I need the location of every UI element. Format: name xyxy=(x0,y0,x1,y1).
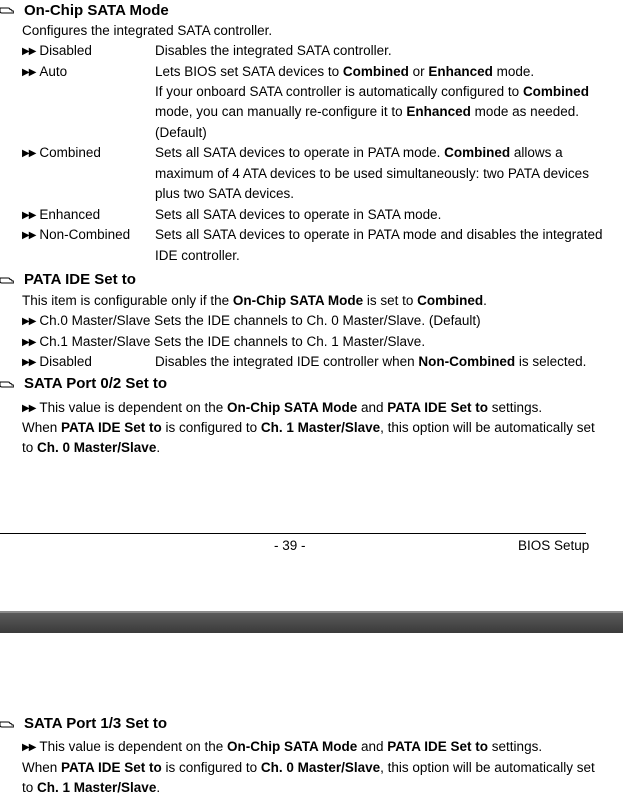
double-arrow-icon: ▶▶ xyxy=(22,337,36,348)
option-label-auto: ▶▶ Auto xyxy=(22,64,68,79)
on-chip-sata-mode-description: Configures the integrated SATA controller. xyxy=(22,23,273,38)
sata-port-13-line3: to Ch. 1 Master/Slave. xyxy=(22,780,161,795)
double-arrow-icon: ▶▶ xyxy=(22,357,36,368)
sata-port-13-heading: SATA Port 1/3 Set to xyxy=(24,715,168,732)
footer-title: BIOS Setup xyxy=(518,538,590,553)
double-arrow-icon: ▶▶ xyxy=(22,46,36,57)
option-desc-auto-line3: mode, you can manually re-configure it to Enhanced mode as needed. xyxy=(155,104,579,119)
option-desc-auto-line2: If your onboard SATA controller is automatically configured to Combined xyxy=(155,84,589,99)
sata-port-02-line2: When PATA IDE Set to is configured to Ch. 1 Master/Slave, this option will be automatically set xyxy=(22,420,595,435)
double-arrow-icon: ▶▶ xyxy=(22,316,36,327)
sata-port-02-line3: to Ch. 0 Master/Slave. xyxy=(22,440,161,455)
double-arrow-icon: ▶▶ xyxy=(22,210,36,221)
pata-option-disabled-desc: Disables the integrated IDE controller when Non-Combined is selected. xyxy=(155,354,587,369)
page-number: - 39 - xyxy=(274,538,306,553)
pata-option-ch0: ▶▶ Ch.0 Master/Slave Sets the IDE channels to Ch. 0 Master/Slave. (Default) xyxy=(22,313,481,328)
pata-option-ch1: ▶▶ Ch.1 Master/Slave Sets the IDE channels to Ch. 1 Master/Slave. xyxy=(22,334,426,349)
option-desc-combined-line2: maximum of 4 ATA devices to be used simultaneously: two PATA devices xyxy=(155,166,589,181)
option-desc-disabled: Disables the integrated SATA controller. xyxy=(155,43,392,58)
sata-port-13-line2: When PATA IDE Set to is configured to Ch. 0 Master/Slave, this option will be automatically set xyxy=(22,760,595,775)
sata-port-02-heading: SATA Port 0/2 Set to xyxy=(24,375,168,392)
double-arrow-icon: ▶▶ xyxy=(22,403,36,414)
sata-port-13-line1: ▶▶ This value is dependent on the On-Chip SATA Mode and PATA IDE Set to settings. xyxy=(22,739,543,754)
double-arrow-icon: ▶▶ xyxy=(22,742,36,753)
pointing-hand-icon xyxy=(0,6,14,14)
option-desc-auto-default: (Default) xyxy=(155,125,207,140)
on-chip-sata-mode-heading: On-Chip SATA Mode xyxy=(24,2,169,19)
option-label-disabled: ▶▶ Disabled xyxy=(22,43,92,58)
option-desc-combined-line3: plus two SATA devices. xyxy=(155,186,295,201)
sata-port-02-line1: ▶▶ This value is dependent on the On-Chip SATA Mode and PATA IDE Set to settings. xyxy=(22,400,543,415)
option-label-combined: ▶▶ Combined xyxy=(22,145,101,160)
option-desc-non-combined-line1: Sets all SATA devices to operate in PATA mode and disables the integrated xyxy=(155,227,603,242)
pointing-hand-icon xyxy=(0,276,14,284)
option-label-enhanced: ▶▶ Enhanced xyxy=(22,207,101,222)
pata-ide-description: This item is configurable only if the On-Chip SATA Mode is set to Combined. xyxy=(22,293,487,308)
pata-ide-heading: PATA IDE Set to xyxy=(24,271,136,288)
option-desc-non-combined-line2: IDE controller. xyxy=(155,248,240,263)
double-arrow-icon: ▶▶ xyxy=(22,230,36,241)
footer-divider xyxy=(0,533,586,534)
double-arrow-icon: ▶▶ xyxy=(22,148,36,159)
option-desc-combined-line1: Sets all SATA devices to operate in PATA mode. Combined allows a xyxy=(155,145,563,160)
option-label-non-combined: ▶▶ Non-Combined xyxy=(22,227,131,242)
option-desc-auto-line1: Lets BIOS set SATA devices to Combined or Enhanced mode. xyxy=(155,64,535,79)
pointing-hand-icon xyxy=(0,380,14,388)
page-break-band xyxy=(0,611,623,633)
pointing-hand-icon xyxy=(0,720,14,728)
option-desc-enhanced: Sets all SATA devices to operate in SATA mode. xyxy=(155,207,442,222)
pata-option-disabled-label: ▶▶ Disabled xyxy=(22,354,92,369)
double-arrow-icon: ▶▶ xyxy=(22,67,36,78)
